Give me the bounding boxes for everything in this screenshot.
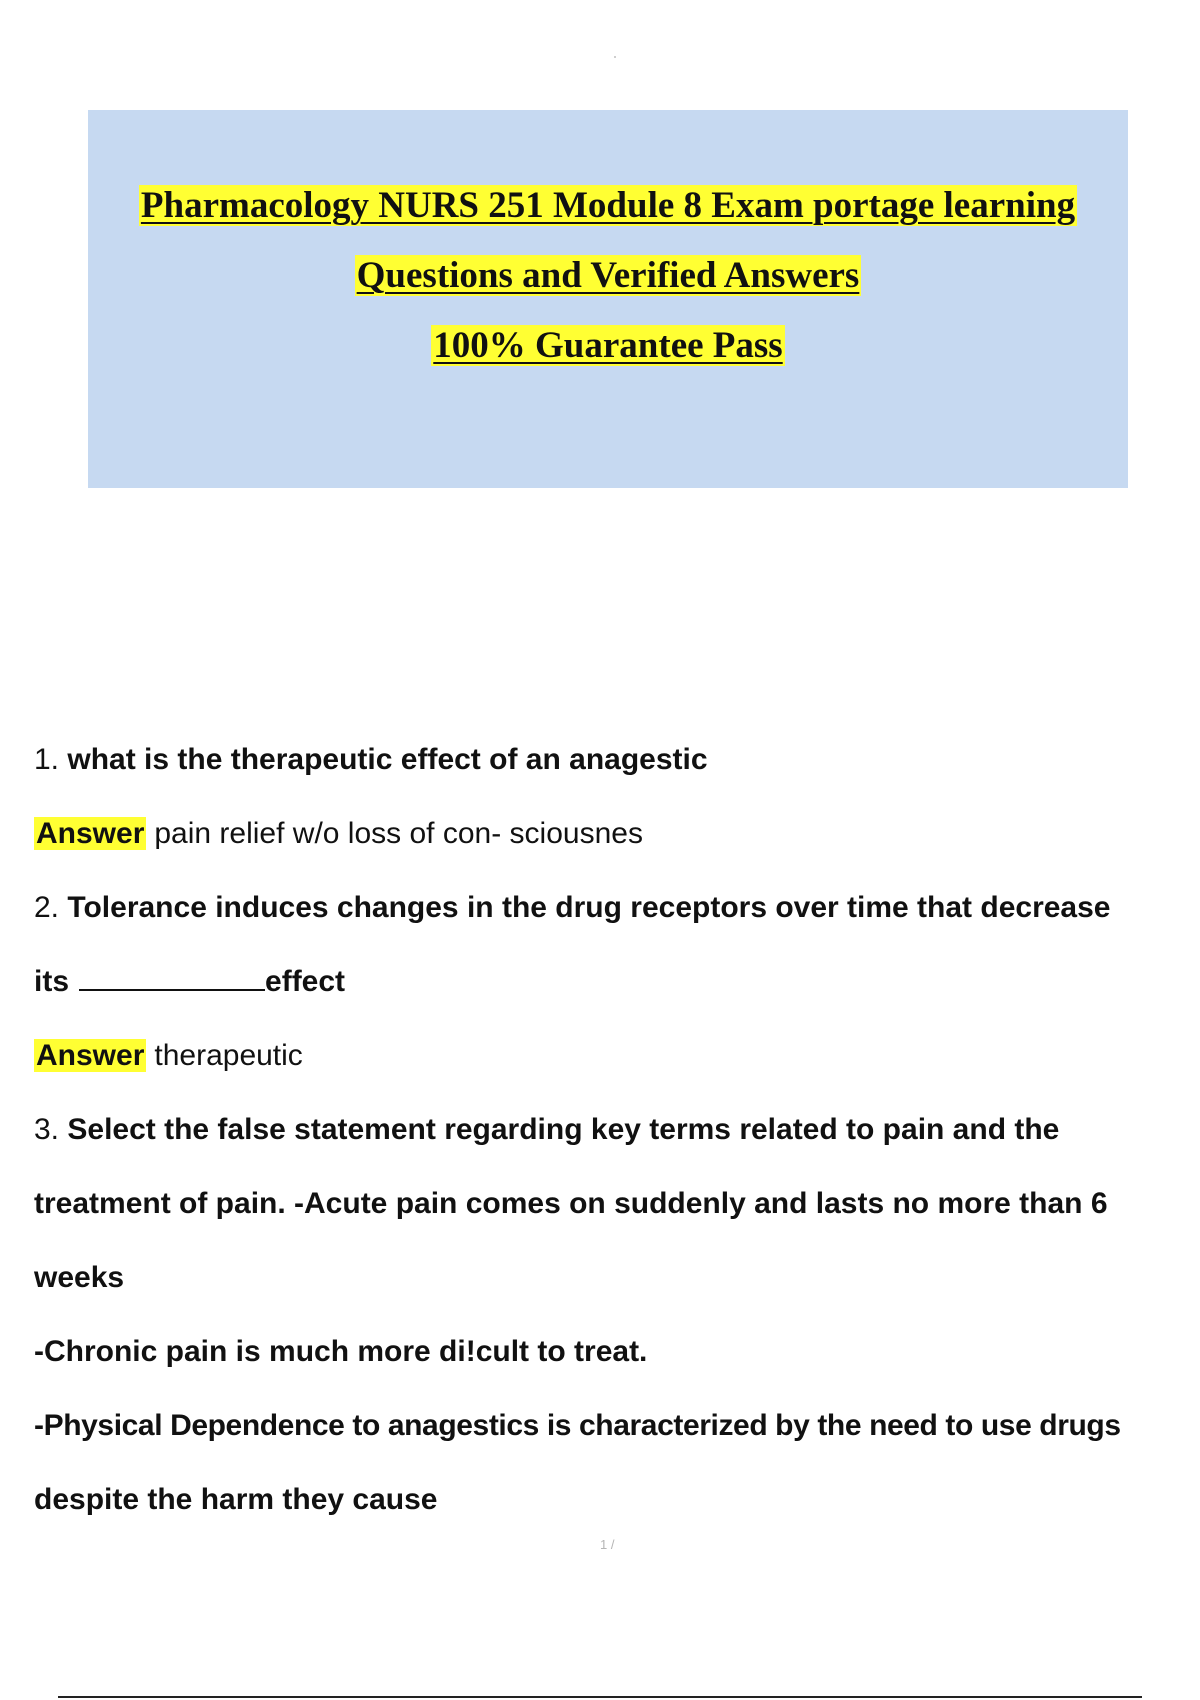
title-line-2-text: Questions and Verified Answers xyxy=(356,255,860,296)
answer-1 xyxy=(34,814,643,854)
question-1 xyxy=(34,740,708,780)
bottom-rule xyxy=(58,1696,1142,1698)
question-2-text-start: its xyxy=(34,965,70,998)
answer-2-label: Answer xyxy=(36,1039,145,1072)
title-box xyxy=(88,110,1128,488)
question-3-text-line-1: Select the false statement regarding key terms related to pain and the xyxy=(67,1113,1060,1146)
title-line-1-text: Pharmacology NURS 251 Module 8 Exam portage learning xyxy=(140,185,1076,226)
question-2-line-2 xyxy=(34,962,345,1002)
question-3-number: 3. xyxy=(34,1113,60,1146)
question-1-number: 1. xyxy=(34,743,60,776)
question-2-line-1 xyxy=(34,888,1111,928)
title-line-1 xyxy=(88,184,1128,228)
title-line-3-text: 100% Guarantee Pass xyxy=(433,325,783,366)
question-3-line-4: -Chronic pain is much more di!cult to treat. xyxy=(34,1335,648,1368)
answer-2-text: therapeutic xyxy=(154,1039,303,1072)
answer-1-text: pain relief w/o loss of con- sciousnes xyxy=(154,817,643,850)
title-line-3 xyxy=(88,324,1128,368)
question-3-line-2: treatment of pain. -Acute pain comes on suddenly and lasts no more than 6 xyxy=(34,1187,1108,1220)
question-3-line-6: despite the harm they cause xyxy=(34,1483,438,1516)
page-number: 1 / xyxy=(600,1537,615,1552)
scan-dot xyxy=(614,56,616,58)
question-3-line-3: weeks xyxy=(34,1261,125,1294)
fill-in-blank xyxy=(79,963,265,991)
question-3-line-5: -Physical Dependence to anagestics is characterized by the need to use drugs xyxy=(34,1409,1121,1442)
answer-1-label: Answer xyxy=(36,817,145,850)
question-2-number: 2. xyxy=(34,891,60,924)
question-2-text-line-1: Tolerance induces changes in the drug receptors over time that decrease xyxy=(67,891,1111,924)
title-line-2 xyxy=(88,254,1128,298)
answer-2 xyxy=(34,1036,303,1076)
question-3-line-1 xyxy=(34,1110,1059,1150)
question-2-text-end: effect xyxy=(265,965,346,998)
question-1-text: what is the therapeutic effect of an anagestic xyxy=(67,743,708,776)
